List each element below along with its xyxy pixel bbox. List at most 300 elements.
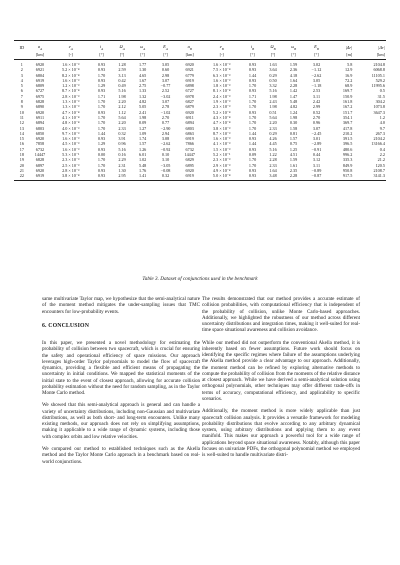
table-cell: 150.9 [342, 93, 353, 99]
table-cell: 6978 [185, 93, 194, 99]
table-cell: 0.93 [97, 136, 106, 142]
table-cell: 1.28 [118, 61, 126, 67]
table-cell: 3.08 [161, 136, 170, 142]
table-cell: 0.50 [269, 77, 277, 83]
table-cell: −2.90 [160, 125, 171, 131]
table-cell: 0.5 [379, 88, 385, 94]
table-cell: 1.70 [97, 72, 106, 78]
column-unit: [km] [178, 52, 201, 60]
table-cell: 2.3 × 10⁻³ [213, 157, 231, 163]
table-cell: 12 [19, 120, 24, 126]
table-cell: 0.32 [153, 173, 178, 180]
table-cell: 2.98 [161, 72, 170, 78]
table-cell: 417.8 [342, 125, 353, 131]
column-unit: [km] [353, 52, 386, 60]
table-cell: 3.07 [161, 99, 170, 105]
table-cell: 335.3 [342, 157, 353, 163]
column-header [263, 41, 284, 53]
table-cell: 1.30 [118, 167, 126, 173]
table-cell: 1.70 [248, 120, 257, 126]
paragraph: In this paper, we presented a novel methodology for estimating the probability of collision between two spacecraft, which is crucial for ensuring the safety and operational efficiency of space missions. Our approach leverages high-order Taylor polynomials to model the flow of spacecraft dynamics, providing a flexible and efficient means of propagating the uncertainty in initial conditions. We mapped the statistical moments of the initial state to the event of closest approach, allowing for accurate collision probability estimation without the need for random sampling, as in the Taylor Monte Carlo method. [42, 340, 200, 396]
table-cell: 4.82 [138, 99, 147, 105]
table-cell: 13166.4 [371, 141, 385, 147]
table-cell: 1.44 [248, 130, 257, 136]
table-cell: 1.29 [97, 141, 106, 147]
table-cell: 4.1 × 10⁻³ [213, 141, 231, 147]
table-cell: 6921 [35, 67, 45, 73]
table-cell: 1.59 [289, 157, 298, 163]
table-cell: −1.18 [311, 83, 322, 89]
table-cell: 6919 [35, 77, 45, 83]
column-symbol: Ω [270, 44, 274, 49]
table-cell: 1.2 [379, 114, 385, 120]
column-subscript: B [294, 46, 297, 51]
table-cell: 17 [19, 146, 24, 152]
paragraph: We showed that this semi-analytical approach is general and can handle a variety of uncertainty distributions, including non-Gaussian and multivariate distributions, as well as both short- and long-term encounters. Unlike many existing methods, our approach does not rely on simplifying assumptions, making it applicable to a wide range of dynamic systems, including those with complex orbits and low relative velocities. [42, 402, 200, 440]
table-cell: 21.2 [377, 157, 385, 163]
table-cell: 1.70 [248, 104, 257, 110]
table-cell: 0.16 [118, 152, 126, 158]
table-cell: 5.2 × 10⁻¹ [213, 152, 231, 158]
table-cell: 1.25 [289, 146, 298, 152]
table-cell: 1.3 × 10⁻³ [62, 104, 80, 110]
table-cell: 12.9 [345, 67, 353, 73]
table-cell: 6920 [185, 167, 194, 173]
column-symbol: i [99, 44, 102, 49]
table-cell: 3.48 [263, 173, 284, 180]
table-cell: 0.09 [248, 152, 257, 158]
table-cell: 4.51 [289, 152, 298, 158]
table-cell: 0.30 [289, 120, 298, 126]
paragraph: We compared our method to established techniques such as the Akella method and the Taylor Monte Carlo approach in a benchmark based on real-world conjunctions. [42, 446, 200, 465]
table-cell: 0.29 [269, 130, 277, 136]
table-cell: 1.02 [138, 157, 147, 163]
table-cell: 2.35 [289, 167, 298, 173]
table-cell: 3.07 [161, 77, 170, 83]
table-cell: 2.28 [289, 83, 298, 89]
table-cell: 6068.8 [373, 67, 385, 73]
column-unit [14, 52, 30, 60]
column-symbol: e [68, 44, 71, 49]
table-cell: 1.64 [269, 167, 277, 173]
table-cell: 5.64 [269, 114, 277, 120]
column-unit: [m] [329, 52, 353, 60]
table-cell: 2.70 [161, 114, 170, 120]
column-symbol: a [187, 44, 190, 49]
table-cell: 0.93 [97, 88, 106, 94]
table-cell: 13 [19, 125, 24, 131]
table-cell: 3.02 [312, 61, 321, 67]
table-cell: 1.30 [138, 67, 147, 73]
table-cell: 3.11 [312, 93, 321, 99]
table-cell: 1.76 [138, 167, 147, 173]
table-cell: 3.07 [312, 125, 321, 131]
table-cell: 6920 [35, 136, 45, 142]
table-cell: −2.89 [311, 141, 322, 147]
table-cell: 1.12 [118, 109, 126, 115]
table-cell: 161.8 [342, 99, 353, 105]
column-symbol: E [314, 44, 317, 49]
table-cell: 0.42 [118, 77, 126, 83]
table-cell: 1.42 [289, 88, 298, 94]
table-cell: 19 [19, 157, 24, 163]
table-cell: 0.96 [312, 120, 321, 126]
column-header [30, 41, 51, 53]
table-cell: 529.2 [375, 77, 385, 83]
table-cell: 6828 [35, 157, 45, 163]
table-cell: 6803 [185, 125, 194, 131]
table-cell: 0.51 [269, 109, 277, 115]
table-cell: 1.44 [248, 141, 257, 147]
table-cell: 1.98 [269, 93, 277, 99]
table-cell: 2.28 [283, 173, 304, 180]
table-cell: 0.09 [138, 120, 147, 126]
column-header [329, 41, 353, 53]
table-cell: 6919 [185, 136, 194, 142]
table-cell: 950.8 [342, 167, 353, 173]
table-cell: 7.5 × 10⁻⁴ [212, 67, 231, 73]
table-cell: 1.8 × 10⁻³ [213, 83, 231, 89]
table-cell: 0.93 [97, 77, 106, 83]
table-cell: −2.45 [311, 130, 322, 136]
table-cell: 210.2 [342, 130, 353, 136]
table-cell: 3.12 [312, 157, 321, 163]
table-cell: 1.70 [97, 157, 106, 163]
table-cell: 16.9 [345, 72, 353, 78]
table-cell: −1.12 [311, 67, 322, 73]
column-subscript: A [70, 46, 73, 51]
table-cell: 3141.3 [353, 173, 386, 180]
column-unit: [°] [153, 52, 178, 60]
table-cell: 369.7 [342, 120, 353, 126]
table-cell: 11995.6 [371, 83, 385, 89]
table-cell: 3.05 [312, 77, 321, 83]
table-cell: 6890 [35, 104, 45, 110]
table-cell: 4.82 [289, 104, 298, 110]
table-cell: 11105.1 [371, 72, 385, 78]
table-cell: 2104.2 [373, 136, 385, 142]
left-column [42, 296, 200, 471]
table-cell: 2.43 [269, 99, 277, 105]
column-subscript: A [40, 46, 43, 51]
table-cell: −0.87 [304, 173, 329, 180]
table-cell: 1.70 [248, 99, 257, 105]
right-column [202, 296, 360, 465]
table-cell: 6919 [30, 173, 51, 180]
table-cell: 7858 [35, 141, 45, 147]
table-cell: 2.20 [269, 120, 277, 126]
column-unit: [°] [132, 52, 153, 60]
table-cell: 18 [19, 152, 24, 158]
table-cell: 1.22 [269, 152, 277, 158]
table-cell: 1.70 [97, 162, 106, 168]
table-cell: 1.59 [289, 61, 298, 67]
paragraph: While our method did not outperform the conventional Akella method, it is inherently based on fewer assumptions. Future work should focus on identifying the specific regimes where failure of the assumptions underlying the Akella method provide a clear advantage to our approach. Additionally, the moment method can be refined by exploring alternative methods to compute the probability of collision from the moments of the relative distance at closest approach. While we have derived a semi-analytical solution using orthogonal polynomials, other techniques may offer different trade-offs in terms of accuracy, computational efficiency, and applicability to specific scenarios. [202, 339, 360, 402]
table-cell: 6911 [35, 114, 45, 120]
column-unit: [°] [112, 52, 133, 60]
table-cell: 0.81 [289, 130, 298, 136]
column-subscript: B [221, 46, 224, 51]
table-cell: 0.29 [269, 72, 277, 78]
table-cell: −3.05 [160, 162, 171, 168]
table-cell: 5.05 [138, 104, 147, 110]
table-cell: 996.2 [342, 152, 353, 158]
table-cell: 1.27 [138, 125, 147, 131]
table-cell: 6.01 [138, 152, 147, 158]
table-cell: 6829 [185, 157, 194, 163]
table-cell: 14447 [184, 152, 195, 158]
table-cell: 31.5 [377, 93, 385, 99]
table-cell: 6919 [185, 77, 194, 83]
table-cell: 1.63 [269, 61, 277, 67]
table-cell: 3.11 [312, 162, 321, 168]
table-cell: 2104.8 [373, 61, 385, 67]
column-symbol: ω [140, 44, 144, 49]
table-cell: 9.7 [379, 125, 385, 131]
table-cell: 849.9 [342, 162, 353, 168]
table-cell: −0.08 [160, 167, 171, 173]
table-cell: 2.75 [138, 83, 147, 89]
table-cell: 1.98 [289, 114, 298, 120]
table-cell: 2.2 [379, 152, 385, 158]
table-cell: −2.62 [311, 72, 322, 78]
table-cell: 1.70 [248, 157, 257, 163]
table-cell: 0.93 [97, 61, 106, 67]
table-cell: 1.44 [248, 72, 257, 78]
table-cell: 6898 [185, 83, 194, 89]
table-cell: 5.3 × 10⁻¹ [62, 152, 80, 158]
table-cell: 0.93 [248, 61, 257, 67]
table-cell: 1073.8 [373, 104, 385, 110]
paragraph: Additionally, the moment method is more widely applicable than just spacecraft collision analysis. It provides a versatile framework for modeling probability distributions that evolve according to any arbitrary dynamical system, using arbitrary distributions and applying them to any event manifold. This makes our approach a powerful tool for a wide range of applications beyond space situational awareness. Notably, although this paper focuses on univariate PDFs, the orthogonal polynomial method we employed is well-suited to handle multivariate distri- [202, 408, 360, 459]
table-cell: 6921 [185, 67, 194, 73]
table-cell: 1.26 [138, 146, 147, 152]
table-cell: 1.57 [138, 141, 147, 147]
column-header [353, 41, 386, 53]
column-symbol: ω [290, 44, 295, 49]
column-unit: [°] [304, 52, 329, 60]
table-cell: 1.67 [138, 77, 147, 83]
table-cell: 2.33 [269, 125, 277, 131]
table-cell: 22 [14, 173, 30, 180]
table-cell: 0.93 [97, 109, 106, 115]
table-cell: 3.64 [269, 67, 277, 73]
table-cell: 7 [20, 93, 23, 99]
table-cell: 0.93 [248, 67, 257, 73]
table-cell: 267.3 [375, 130, 385, 136]
table-cell: 1.44 [97, 130, 106, 136]
table-cell: 2.78 [161, 104, 170, 110]
table-cell: 6809 [35, 83, 45, 89]
table-cell: 354.1 [342, 114, 353, 120]
table-cell: 0.93 [97, 67, 106, 73]
table-cell: 2 [20, 67, 23, 73]
table-cell: 6 [20, 88, 23, 94]
table-cell: 2.59 [118, 67, 126, 73]
table-cell: 2.31 [118, 162, 126, 168]
column-subscript: B [252, 46, 255, 51]
table-cell: 0.93 [242, 173, 263, 180]
table-cell: 2.9 × 10⁻³ [213, 162, 231, 168]
table-cell: 1.70 [97, 114, 106, 120]
table-cell: 2.5 × 10⁻³ [62, 162, 80, 168]
table-cell: 1.77 [138, 61, 147, 67]
table-row [14, 173, 386, 180]
table-cell: 3.13 [118, 72, 126, 78]
table-cell: 1.6 × 10⁻³ [62, 61, 80, 67]
table-cell: 14 [19, 130, 24, 136]
column-header [304, 41, 329, 53]
column-subscript: A [143, 46, 146, 51]
table-cell: 9.7 × 10⁻³ [62, 130, 80, 136]
table-cell: 6920 [35, 167, 45, 173]
table-cell: 68.9 [345, 83, 353, 89]
table-cell: 4.3 × 10⁻⁴ [212, 114, 231, 120]
table-cell: 6803 [35, 125, 45, 131]
table-cell: 1.33 [138, 88, 147, 94]
table-cell: 4.5 × 10⁻³ [62, 141, 80, 147]
table-cell: 1.71 [248, 93, 257, 99]
table-cell: 0.75 [289, 141, 298, 147]
table-cell: 2.94 [161, 130, 170, 136]
table-cell: 0.4 [379, 146, 385, 152]
table-cell: 2.70 [312, 114, 321, 120]
table-cell: 1.6 × 10⁻³ [213, 136, 231, 142]
column-symbol: e [219, 44, 222, 49]
table-cell: 917.5 [329, 173, 353, 180]
table-cell: 0.93 [248, 167, 257, 173]
table-cell: 20 [19, 162, 24, 168]
table-cell: 6779 [185, 72, 194, 78]
table-row [14, 60, 386, 67]
table-cell: 2.41 [138, 109, 147, 115]
column-header [91, 41, 112, 53]
table-cell: 1.70 [248, 125, 257, 131]
column-unit: [°] [91, 52, 112, 60]
table-cell: 391.5 [342, 136, 353, 142]
table-cell: 1.09 [138, 130, 147, 136]
table-cell: 6897 [35, 162, 45, 168]
table-cell: 2.12 [118, 104, 126, 110]
table-cell: 4.1 × 10⁻⁴ [61, 114, 80, 120]
table-cell: 396.5 [342, 141, 353, 147]
table-cell: 4.7 × 10⁻⁴ [61, 109, 80, 115]
table-cell: 3647.3 [373, 109, 385, 115]
table-cell: 5.48 [289, 99, 298, 105]
table-cell: 2.29 [118, 157, 126, 163]
table-caption: Table 3. Dataset of conjunctions used in the benchmark [142, 276, 258, 282]
table-cell: 0.52 [312, 109, 321, 115]
column-symbol: i [250, 44, 253, 49]
table-cell: 2.33 [118, 125, 126, 131]
table-cell: 1.5 × 10⁻³ [213, 146, 231, 152]
table-cell: 6827 [185, 99, 194, 105]
table-cell: 7866 [185, 141, 194, 147]
table-cell: 3.8 × 10⁻⁴ [50, 173, 91, 180]
table-cell: 0.93 [97, 167, 106, 173]
table-cell: 6879 [185, 104, 194, 110]
table-cell: 167.2 [342, 104, 353, 110]
column-symbol: |Δr| [345, 45, 353, 51]
table-cell: 6920 [185, 109, 194, 115]
table-cell: 2.4 × 10⁻³ [213, 93, 231, 99]
table-cell: 2.95 [112, 173, 133, 180]
table-cell: 5.48 [138, 162, 147, 168]
table-cell: 11 [19, 114, 24, 120]
table-cell: 1.70 [248, 114, 257, 120]
table-cell: 1.47 [289, 93, 298, 99]
table-cell: 15 [19, 136, 24, 142]
paragraph: The results demonstrated that our method provides a accurate estimate of collision probabilities, with computational efficiency that is independent of the probability of collision, unlike Monte Carlo-based approaches. Additionally, we highlighted the robustness of our method across different uncertainty distributions and integration times, making it well-suited for real-time space situational awareness and collision avoidance. [202, 296, 360, 334]
table-cell: 2.53 [312, 88, 321, 94]
column-symbol: |Δr| [378, 45, 385, 51]
table-cell: 6894 [35, 120, 45, 126]
conjunction-dataset-table [14, 40, 386, 181]
column-subscript: A [101, 46, 104, 51]
column-subscript: B [273, 46, 276, 51]
table-cell: 2.8 × 10⁻³ [62, 167, 80, 173]
table-cell: 2.36 [289, 67, 298, 73]
table-cell: 4.0 × 10⁻³ [62, 125, 80, 131]
table-cell: 5.0 × 10⁻⁴ [201, 173, 242, 180]
table-cell: 1.24 [289, 109, 298, 115]
table-cell: 9 [20, 104, 23, 110]
section-heading: 6. CONCLUSION [42, 322, 90, 329]
table-cell: 1 [20, 61, 23, 67]
table-cell: 4.45 [269, 141, 277, 147]
table-cell: 0.93 [248, 146, 257, 152]
table-body [14, 60, 386, 180]
table-cell: 72.2 [345, 77, 353, 83]
column-unit: [km] [30, 52, 51, 60]
table-cell: 6911 [185, 114, 194, 120]
table-cell: 0.10 [161, 152, 170, 158]
table-cell: 5.2 × 10⁻⁴ [61, 67, 80, 73]
table-cell: 2.33 [269, 162, 277, 168]
paragraph: same multivariate Taylor map, we hypothesize that the semi-analytical nature of the moment method mitigates the under-sampling issues that TMC encounters for low-probability events. [42, 296, 200, 315]
table-cell: 1.6 × 10⁻³ [62, 77, 80, 83]
table-cell: 169.7 [342, 88, 353, 94]
column-unit: [°] [283, 52, 304, 60]
table-cell: −3.02 [160, 93, 171, 99]
table-cell: 1.6 × 10⁻³ [213, 77, 231, 83]
table-cell: 0.00 [97, 152, 106, 158]
table-cell: 0.93 [248, 88, 257, 94]
table-cell: 6920 [35, 61, 45, 67]
table-cell: 151.7 [342, 109, 353, 115]
table-cell: 16 [19, 141, 24, 147]
column-header [132, 41, 153, 53]
table-cell: 1.70 [97, 99, 106, 105]
table-cell: 0.93 [248, 77, 257, 83]
table-cell: 5 [20, 83, 23, 89]
table-cell: 2.3 × 10⁻³ [62, 157, 80, 163]
table-cell: 0.60 [161, 67, 170, 73]
column-header [50, 41, 91, 53]
table-cell: −0.77 [160, 83, 171, 89]
table-cell: 6732 [35, 146, 45, 152]
column-symbol: E [163, 44, 166, 49]
table-cell: 1.71 [97, 93, 106, 99]
column-unit: [°] [242, 52, 263, 60]
table-cell: 4.26 [269, 136, 277, 142]
table-cell: 5.16 [118, 88, 126, 94]
table-cell: 6727 [185, 88, 194, 94]
table-cell: 1.70 [248, 162, 257, 168]
column-symbol: ID [19, 45, 25, 51]
table-cell: 3.10 [161, 157, 170, 163]
table-cell: 5.16 [118, 146, 126, 152]
